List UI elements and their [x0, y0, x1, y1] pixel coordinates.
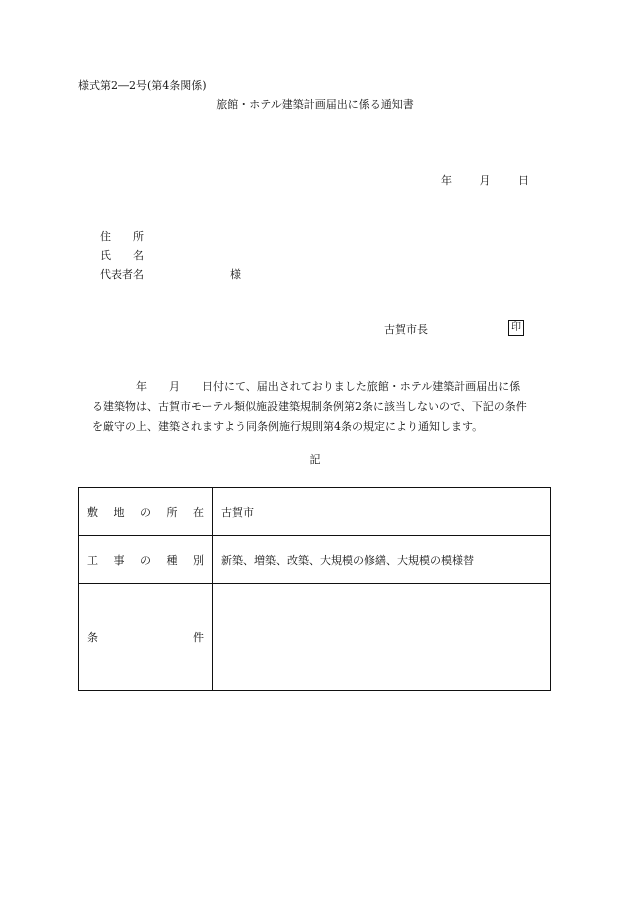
representative-label: 代表者名	[100, 268, 144, 281]
site-value: 古賀市	[213, 488, 551, 536]
body-text	[92, 377, 552, 437]
table-row-site	[79, 488, 551, 536]
details-table	[78, 487, 551, 691]
issuer-title: 古賀市長	[384, 323, 428, 336]
date-line	[441, 174, 529, 188]
conditions-value	[213, 584, 551, 691]
body-line-2: る建築物は、古賀市モーテル類似施設建築規制条例第2条に該当しないので、下記の条件	[92, 400, 527, 413]
table-row-work-type	[79, 536, 551, 584]
date-day: 日	[518, 174, 529, 187]
body-line-1: 年 月 日付にて、届出されておりました旅館・ホテル建築計画届出に係	[136, 380, 521, 393]
ki-heading: 記	[309, 453, 321, 466]
site-label: 敷 地 の 所 在	[79, 488, 213, 536]
date-month: 月	[479, 174, 491, 187]
honorific: 様	[230, 268, 241, 281]
table-row-conditions	[79, 584, 551, 691]
form-number: 様式第2―2号(第4条関係)	[78, 79, 207, 92]
address-label: 住 所	[100, 230, 144, 243]
work-type-label: 工 事 の 種 別	[79, 536, 213, 584]
name-label: 氏 名	[100, 249, 144, 262]
body-line-3: を厳守の上、建築されますよう同条例施行規則第4条の規定により通知します。	[92, 420, 484, 433]
document-title: 旅館・ホテル建築計画届出に係る通知書	[216, 98, 414, 111]
work-type-value: 新築、増築、改築、大規模の修繕、大規模の模様替	[213, 536, 551, 584]
date-year: 年	[441, 174, 452, 187]
conditions-label: 条 件	[79, 584, 213, 691]
seal-mark: 印	[508, 320, 524, 336]
